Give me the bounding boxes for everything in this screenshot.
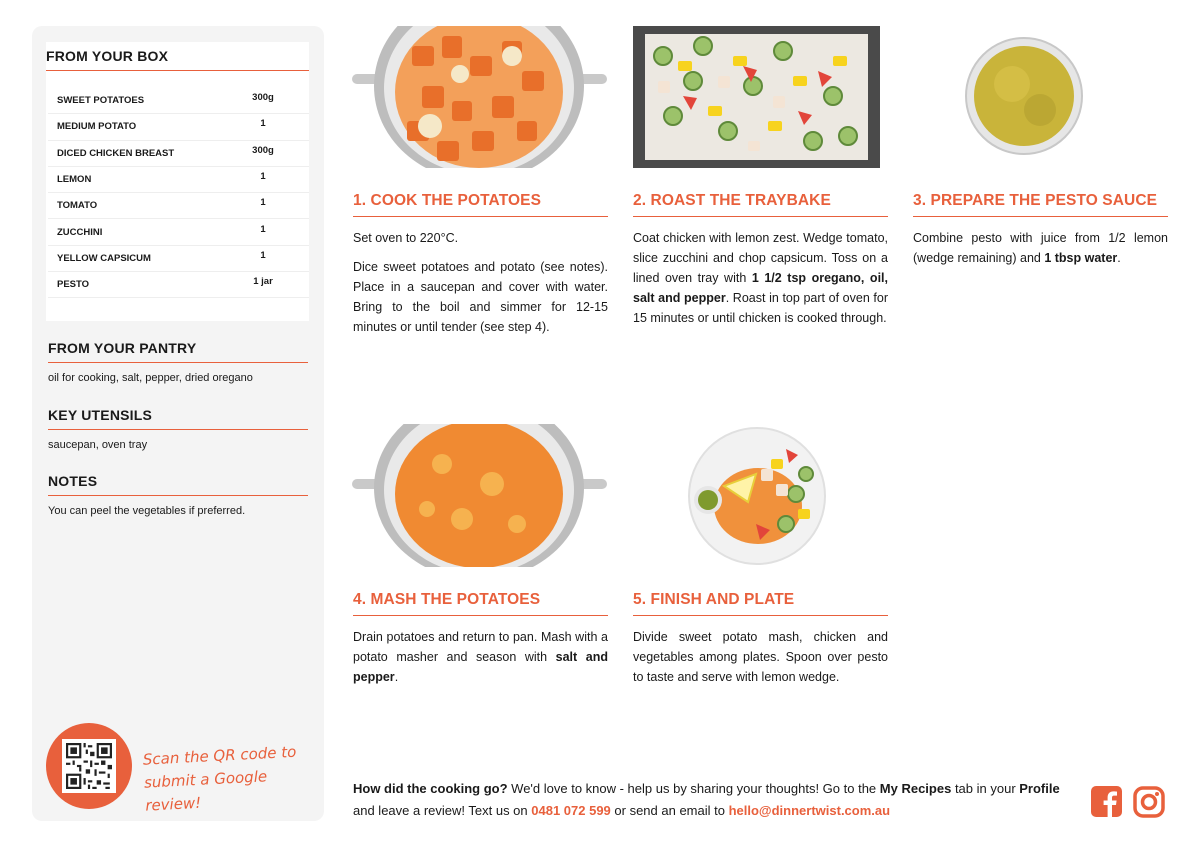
footer-text: tab in your (951, 781, 1020, 796)
ingredient-name: DICED CHICKEN BREAST (57, 147, 175, 159)
step-3-title: 3. PREPARE THE PESTO SAUCE (913, 192, 1168, 217)
ingredient-qty: 1 (260, 223, 266, 235)
step-3-text-part: Combine pesto with juice from 1/2 lemon (wedge remaining) and (913, 231, 1168, 265)
ingredient-qty: 1 (260, 118, 266, 130)
profile-link[interactable]: Profile (1019, 781, 1060, 796)
step-4 (353, 591, 608, 687)
ingredient-row (48, 272, 309, 298)
step-3-text-bold: 1 tbsp water (1044, 251, 1118, 265)
ingredient-name: PESTO (57, 279, 90, 291)
step-5-photo (686, 424, 828, 567)
notes-title: NOTES (48, 473, 308, 496)
ingredient-row (48, 141, 309, 167)
ingredient-qty: 1 (260, 197, 266, 209)
step-1-text: Dice sweet potatoes and potato (see notes). Place in a saucepan and cover with water. Bring to the boil and simmer for 12-15 minutes or until tender (see step 4). (353, 260, 608, 334)
step-3 (913, 192, 1168, 268)
ingredient-row (48, 246, 309, 272)
feedback-footer (353, 778, 1073, 822)
ingredient-name: MEDIUM POTATO (57, 121, 137, 133)
step-4-text (353, 627, 608, 687)
ingredient-row (48, 88, 309, 114)
pantry-text: oil for cooking, salt, pepper, dried oregano (48, 372, 253, 384)
utensils-title: KEY UTENSILS (48, 407, 308, 430)
my-recipes-link[interactable]: My Recipes (879, 781, 952, 796)
ingredient-name: TOMATO (57, 200, 98, 212)
utensils-text: saucepan, oven tray (48, 439, 148, 451)
ingredient-qty: 1 (260, 249, 266, 261)
step-1 (353, 192, 608, 337)
pantry-title: FROM YOUR PANTRY (48, 340, 308, 363)
footer-question: How did the cooking go? (353, 781, 508, 796)
email-link[interactable]: hello@dinnertwist.com.au (728, 803, 891, 818)
step-5-text: Divide sweet potato mash, chicken and vegetables among plates. Spoon over pesto to taste and serve with lemon wedge. (633, 630, 888, 684)
ingredient-row (48, 193, 309, 219)
from-your-box-card (46, 42, 309, 321)
step-3-text (913, 228, 1168, 268)
step-2-text-part: Coat chicken with lemon zest. Wedge tomato, slice zucchini and chop capsicum. Toss on a lined oven tray with (633, 231, 888, 285)
step-4-text-bold: salt and pepper (353, 650, 608, 684)
step-2-text-bold: 1 1/2 tsp oregano, oil, salt and pepper (633, 271, 888, 305)
utensils-section (48, 407, 308, 451)
ingredient-row (48, 114, 309, 140)
ingredient-name: LEMON (57, 174, 92, 186)
step-1-photo (352, 26, 607, 168)
ingredient-name: YELLOW CAPSICUM (57, 252, 151, 264)
step-2 (633, 192, 888, 328)
notes-section (48, 473, 308, 517)
ingredient-row (48, 219, 309, 245)
step-4-text-part: Drain potatoes and return to pan. Mash with a potato masher and season with (353, 630, 608, 664)
step-2-title: 2. ROAST THE TRAYBAKE (633, 192, 888, 217)
ingredients-sidebar (32, 26, 324, 821)
step-2-text-part: . Roast in top part of oven for 15 minutes or until chicken is cooked through. (633, 291, 888, 325)
ingredient-qty: 300g (252, 92, 274, 104)
qr-text-line: submit a Google review! (143, 767, 268, 815)
notes-text: You can peel the vegetables if preferred. (48, 505, 246, 517)
from-your-box-title: FROM YOUR BOX (46, 48, 309, 71)
step-3-text-part: . (1117, 251, 1121, 265)
step-4-title: 4. MASH THE POTATOES (353, 591, 608, 616)
facebook-icon[interactable] (1091, 786, 1122, 822)
step-1-text: Set oven to 220°C. (353, 231, 459, 245)
step-4-text-part: . (394, 670, 399, 684)
ingredient-qty: 300g (252, 144, 274, 156)
footer-text: and leave a review! Text us on (353, 803, 532, 818)
qr-review-prompt (142, 739, 325, 817)
pantry-section (48, 340, 308, 384)
step-1-title: 1. COOK THE POTATOES (353, 192, 608, 217)
step-3-photo (962, 26, 1086, 168)
ingredient-name: ZUCCHINI (57, 226, 103, 238)
qr-code-icon[interactable] (62, 739, 116, 793)
ingredient-row (48, 167, 309, 193)
ingredient-qty: 1 (260, 171, 266, 183)
phone-link[interactable]: 0481 072 599 (531, 803, 611, 818)
qr-text-line: Scan the QR code to (142, 742, 297, 769)
ingredient-qty: 1 jar (253, 276, 273, 288)
step-4-photo (352, 424, 607, 567)
ingredient-name: SWEET POTATOES (57, 95, 145, 107)
step-2-photo (633, 26, 880, 168)
step-5-title: 5. FINISH AND PLATE (633, 591, 888, 616)
step-2-text (633, 228, 888, 328)
footer-text: We'd love to know - help us by sharing your thoughts! Go to the (507, 781, 880, 796)
instagram-icon[interactable] (1133, 786, 1165, 823)
qr-badge (46, 723, 132, 809)
ingredient-list (48, 88, 309, 298)
footer-text: or send an email to (610, 803, 729, 818)
step-5 (633, 591, 888, 687)
